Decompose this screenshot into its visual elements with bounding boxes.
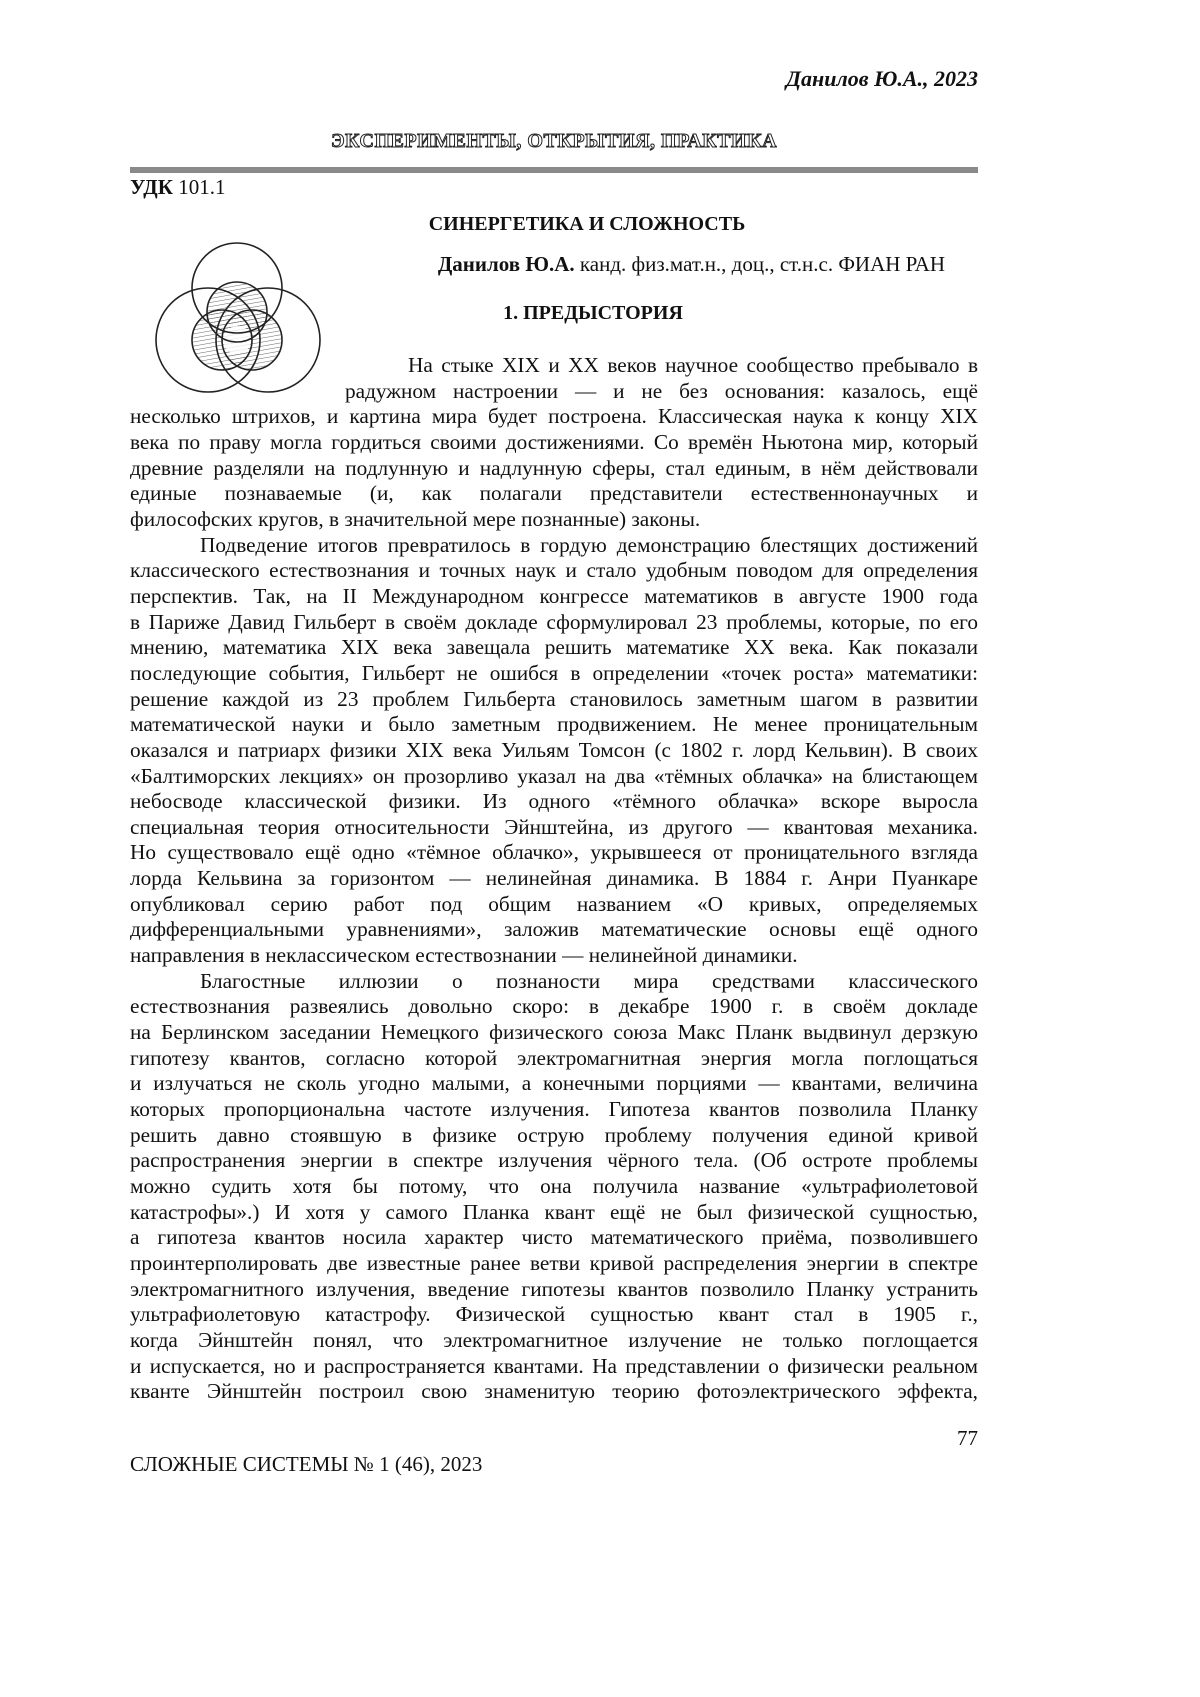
text-line: единые познаваемые (и, как полагали представители естественнонаучных и (130, 481, 978, 506)
author-info: канд. физ.мат.н., доц., ст.н.с. ФИАН РАН (579, 252, 945, 276)
text-line: оказался и патриарх физики XIX века Уильям Томсон (с 1802 г. лорд Кельвин). В своих (130, 737, 978, 762)
text-line: Но существовало ещё одно «тёмное облачко», укрывшееся от проницательного взгляда (130, 840, 978, 865)
text-line: Подведение итогов превратилось в гордую демонстрацию блестящих достижений (200, 532, 978, 557)
text-line: Благостные иллюзии о познаности мира средствами классического (200, 968, 978, 993)
text-line: естествознания развеялись довольно скоро: в декабре 1900 г. в своём докладе (130, 994, 978, 1019)
page-number: 77 (957, 1426, 978, 1450)
text-line: несколько штрихов, и картина мира будет построена. Классическая наука к концу XIX (130, 404, 978, 429)
text-line: дифференциальными уравнениями», заложив математические основы ещё одного (130, 917, 978, 942)
header-rule (130, 167, 978, 173)
udk-code (130, 175, 225, 200)
text-line: философских кругов, в значительной мере познанные) законы. (130, 506, 701, 531)
text-line: на Берлинском заседании Немецкого физического союза Макс Планк выдвинул дерзкую (130, 1020, 978, 1045)
text-line: и испускается, но и распространяется квантами. На представлении о физически реальном (130, 1353, 978, 1378)
text-line: гипотезу квантов, согласно которой электромагнитная энергия могла поглощаться (130, 1045, 978, 1070)
text-line: На стыке XIX и XX веков научное сообщество пребывало в (408, 353, 978, 377)
text-line: можно судить хотя бы потому, что она получила название «ультрафиолетовой (130, 1174, 978, 1198)
text-line: а гипотеза квантов носила характер чисто математического приёма, позволившего (130, 1225, 978, 1250)
article-title: СИНЕРГЕТИКА И СЛОЖНОСТЬ (428, 213, 746, 235)
text-line: кванте Эйнштейн построил свою знаменитую теорию фотоэлектрического эффекта, (130, 1379, 978, 1404)
text-line: века по праву могла гордиться своими достижениями. Со времён Ньютона мир, который (130, 429, 978, 454)
text-line: последующие события, Гильберт не ошибся в определении «точек роста» математики: (130, 660, 978, 685)
section-title: ЭКСПЕРИМЕНТЫ, ОТКРЫТИЯ, ПРАКТИКА (330, 130, 778, 152)
journal-footer: СЛОЖНЫЕ СИСТЕМЫ № 1 (46), 2023 (130, 1452, 483, 1476)
udk-value: 101.1 (178, 175, 226, 199)
running-header-author: Данилов Ю.А., 2023 (785, 66, 978, 91)
text-line: катастрофы».) И хотя у самого Планка квант ещё не был физической сущностью, (130, 1199, 978, 1224)
text-line: математической науки и было заметным продвижением. Не менее проницательным (130, 712, 978, 737)
text-line: электромагнитного излучения, введение гипотезы квантов позволило Планку устранить (130, 1276, 978, 1301)
text-line: лорда Кельвина за горизонтом — нелинейная динамика. В 1884 г. Анри Пуанкаре (130, 866, 978, 891)
paragraph (130, 353, 978, 533)
paragraph (130, 533, 978, 969)
author-line (438, 252, 945, 277)
text-line: перспектив. Так, на II Международном конгрессе математиков в августе 1900 года (130, 583, 978, 608)
paragraph (130, 969, 978, 1405)
section-heading: 1. ПРЕДЫСТОРИЯ (503, 302, 683, 324)
article-body (130, 353, 978, 1405)
text-line: специальная теория относительности Эйнштейна, из другого — квантовая механика. (130, 814, 978, 839)
text-line: решить давно стоявшую в физике острую проблему получения единой кривой (130, 1122, 978, 1147)
text-line: радужном настроении — и не без основания: казалось, ещё (345, 378, 978, 403)
text-line: когда Эйнштейн понял, что электромагнитное излучение не только поглощается (130, 1327, 978, 1352)
text-line: проинтерполировать две известные ранее ветви кривой распределения энергии в спектре (130, 1250, 978, 1275)
text-line: распространения энергии в спектре излучения чёрного тела. (Об остроте проблемы (130, 1148, 978, 1173)
text-line: и излучаться не сколь угодно малыми, а конечными порциями — квантами, величина (130, 1071, 978, 1096)
text-line: мнению, математика XIX века завещала решить математике XX века. Как показали (130, 635, 978, 660)
text-line: которых пропорциональна частоте излучения. Гипотеза квантов позволила Планку (130, 1097, 978, 1122)
text-line: «Балтиморских лекциях» он прозорливо указал на два «тёмных облачка» на блистающем (130, 763, 978, 788)
text-line: решение каждой из 23 проблем Гильберта становилось заметным шагом в развитии (130, 686, 978, 711)
text-line: древние разделяли на подлунную и надлунную сферы, стал единым, в нём действовали (130, 455, 978, 480)
text-line: небосводе классической физики. Из одного «тёмного облачка» вскоре выросла (130, 789, 978, 814)
text-line: в Париже Давид Гильберт в своём докладе сформулировал 23 проблемы, которые, по его (130, 609, 978, 634)
author-name: Данилов Ю.А. (437, 252, 575, 276)
text-line: ультрафиолетовую катастрофу. Физической сущностью квант стал в 1905 г., (130, 1302, 978, 1327)
text-line: направления в неклассическом естествознании — нелинейной динамики. (130, 943, 798, 968)
text-line: классического естествознания и точных наук и стало удобным поводом для определения (130, 558, 978, 583)
udk-label: УДК (130, 175, 173, 199)
text-line: опубликовал серию работ под общим названием «О кривых, определяемых (130, 891, 978, 916)
